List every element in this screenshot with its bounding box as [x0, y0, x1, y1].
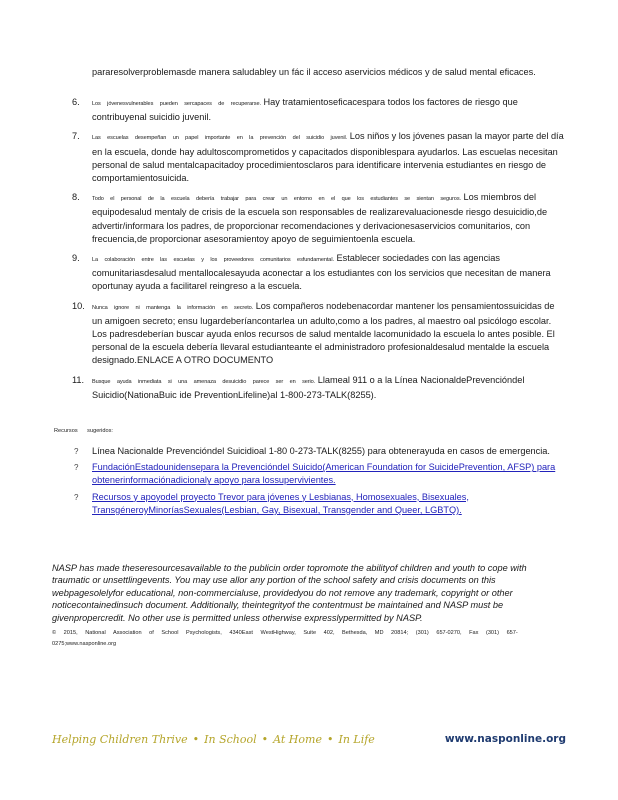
item-lead-text: Nunca ignore ni mantenga la información en secreto.	[92, 304, 254, 311]
item-lead-text: Todo el personal de la escuela debería trabajar para crear un entorno en el que los estudiantes se sientan seguros.	[92, 196, 461, 203]
copyright-notice: © 2015, National Association of School Psychologists, 4340East WestHighway, Suite 402, Bethesda, MD 20814; (301) 657-0270, Fax (301) 657-0275;www.nasponline.org	[52, 630, 518, 647]
item-number: 10.	[72, 300, 85, 311]
list-item	[60, 252, 566, 294]
item-number: 7.	[72, 131, 80, 142]
separator-dot: •	[192, 733, 200, 746]
item-lead-text: Las escuelas desempeñan un papel importante en la prevención del suicidio juvenil.	[92, 135, 348, 142]
tagline-part: In Life	[338, 733, 375, 746]
website-link[interactable]: www.nasponline.org	[444, 733, 566, 745]
recommendations-list	[60, 96, 566, 408]
item-body-text: Hay tratamientoseficacespara todos los factores de riesgo que contribuyenal suicidio juvenil.	[92, 97, 518, 123]
resources-list	[70, 445, 566, 520]
resource-item	[70, 445, 566, 458]
bullet-icon: ?	[74, 492, 79, 502]
item-body-text: Llameal 911 o a la Línea NacionaldePrevencióndel Suicidio(NationaBuic ide PreventionLifeline)al 1-800-273-TALK(8255).	[92, 374, 525, 400]
item-body-text: Los miembros del equipodesalud mentaly de crisis de la escuela son responsables de realizarevaluacionesde riesgo desuicidio,de advertir/informara los padres, de proporcionar recomendaciones y derivacionesaservicios comunitarios, con frecuencia,de proporcionar asesoramientoy apoyo de seguimientoenla escuela.	[92, 192, 548, 244]
item-lead-text: Busque ayuda inmediata si una amenaza desuicidio parece ser en serio.	[92, 378, 316, 385]
resource-text: Línea Nacionalde Prevencióndel Suicidioal 1-80 0-273-TALK(8255) para obtenerayuda en casos de emergencia.	[92, 446, 550, 456]
resource-item	[70, 461, 566, 487]
bullet-icon: ?	[74, 463, 79, 473]
list-item	[60, 191, 566, 246]
item-body-text: Los compañeros nodebenacordar mantener los pensamientossuicidas de un amigoen secreto; ensu lugardeberíancontarlea un adulto,como a los padres, al maestro oal psicólogo escolar. Los padresdeberían buscar ayuda enlos recursos de salud mentalde lacomunidado la escuela lo antes posible. El personal de la escuela debería llevaral estudianteante el administradoro profesionaldesalud mentalde la escuela designado.ENLACE A OTRO DOCUMENTO	[92, 300, 555, 366]
tagline-part: At Home	[273, 733, 322, 746]
item-number: 9.	[72, 253, 80, 264]
bullet-icon: ?	[74, 447, 79, 456]
disclaimer-paragraph: NASP has made theseresourcesavailable to the publicin order topromote the abilityof children and youth to cope with traumatic or unsettlingevents. You may use allor any portion of the school safety and crisis documents on this webpagesolelyfor educational, non-commercialuse, providedyou do not remove any trademark, copyright or other noticecontainedinsuch document. Additionally, theintegrityof the contentmust be maintained and NASP must be givenpropercredit. No other use is permitted unless otherwise expresslypermitted by NASP.	[52, 563, 527, 623]
afsp-link[interactable]: FundaciónEstadounidensepara la Prevencióndel Suicido(American Foundation for SuicidePrevention, AFSP) para obtenerinformaciónadicionaly apoyo para lossupervivientes.	[92, 462, 556, 486]
item-body-text: Los niños y los jóvenes pasan la mayor parte del día en la escuela, donde hay adultoscomprometidos y capacitados disponiblespara ayudarlos. Las escuelas necesitan personal de salud mentalcapacitadoy procedimientosclaros para identificare intervenia estudiantes en riesgo de comportamientosuicida.	[92, 131, 564, 184]
item-number: 11.	[72, 374, 85, 385]
list-item	[60, 374, 566, 402]
item-lead-text: Los jóvenesvulnerables pueden sercapaces de recuperarse.	[92, 101, 261, 107]
list-item	[60, 96, 566, 124]
separator-dot: •	[326, 733, 334, 746]
intro-paragraph: pararesolverproblemasde manera saludabley un fác il acceso aservicios médicos y de salud mental eficaces.	[92, 67, 536, 77]
item-lead-text: La colaboración entre las escuelas y los proveedores comunitarios esfundamental.	[92, 257, 334, 264]
tagline-part: In School	[204, 733, 257, 746]
trevor-project-link[interactable]: Recursos y apoyodel proyecto Trevor para jóvenes y Lesbianas, Homosexuales, Bisexuales, TransgéneroyMinoríasSexuales(Lesbian, Gay, Bisexual, Transgender and Queer, LGBTQ).	[92, 491, 469, 515]
item-number: 8.	[72, 192, 80, 203]
list-item	[60, 130, 566, 185]
separator-dot: •	[261, 733, 269, 746]
item-number: 6.	[72, 97, 80, 107]
footer-tagline	[52, 733, 375, 746]
tagline-part: Helping Children Thrive	[52, 733, 188, 746]
item-body-text: Establecer sociedades con las agencias comunitariasdesalud mentallocalesayuda aconectar a los estudiantes con los servicios que necesitan de manera oportunay ayuda a facilitarel reingreso a la escuela.	[92, 253, 551, 292]
resources-heading: Recursos sugeridos:	[54, 428, 113, 434]
list-item	[60, 300, 566, 368]
resource-item	[70, 491, 566, 517]
page-footer	[52, 733, 566, 747]
